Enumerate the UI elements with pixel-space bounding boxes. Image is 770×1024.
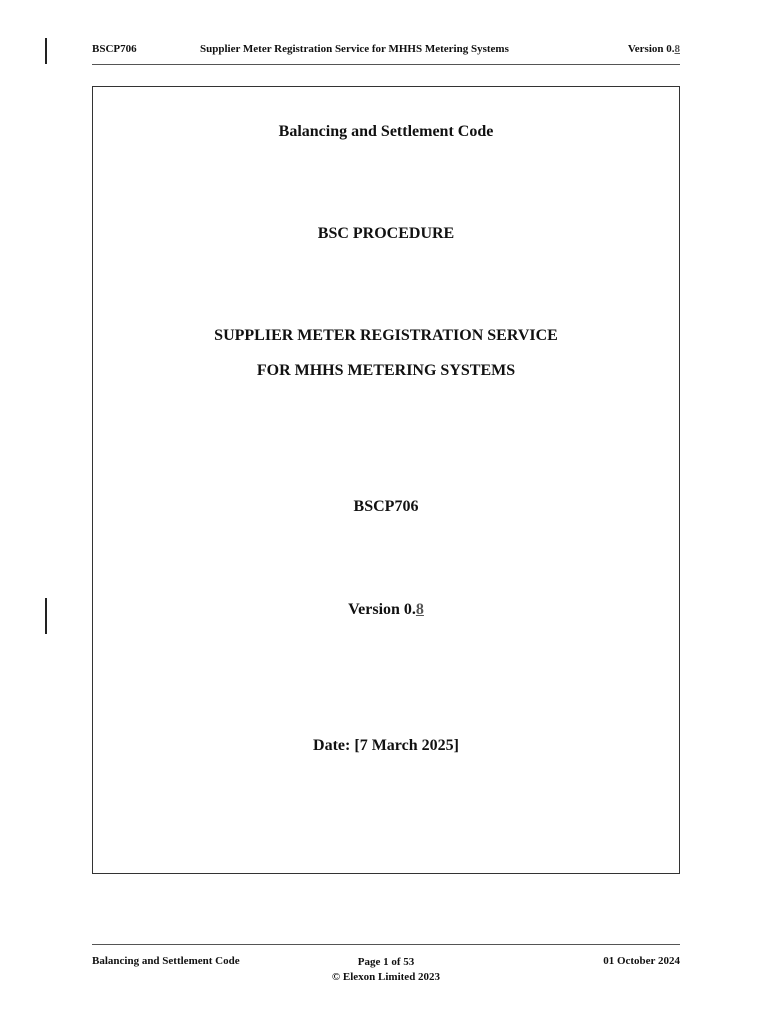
header-version-change: 8 (674, 43, 680, 55)
change-bar (45, 38, 47, 64)
footer-center (92, 955, 680, 985)
header-doc-title: Supplier Meter Registration Service for MHHS Metering Systems (200, 43, 509, 55)
cover-date: Date: [7 March 2025] (313, 737, 459, 754)
procedure-label: BSC PROCEDURE (317, 225, 455, 242)
procedure-number: BSCP706 (353, 498, 419, 515)
footer-copyright: © Elexon Limited 2023 (331, 971, 441, 983)
cover-version-prefix: Version 0. (348, 601, 416, 618)
header-version-prefix: Version 0. (627, 43, 675, 55)
cover-version-change: 8 (415, 601, 424, 618)
header-doc-code: BSCP706 (92, 43, 137, 55)
document-title-line-2: FOR MHHS METERING SYSTEMS (256, 362, 516, 379)
page-header (92, 40, 680, 65)
change-bar (45, 598, 47, 634)
header-version (628, 43, 680, 55)
cover-frame (92, 86, 680, 874)
page-footer (92, 944, 680, 995)
cover-version (93, 601, 679, 619)
document-title-line-1: SUPPLIER METER REGISTRATION SERVICE (214, 327, 558, 344)
footer-date: 01 October 2024 (603, 955, 680, 967)
footer-left: Balancing and Settlement Code (92, 955, 240, 967)
footer-page-number: Page 1 of 53 (357, 956, 415, 968)
code-name: Balancing and Settlement Code (278, 123, 494, 140)
